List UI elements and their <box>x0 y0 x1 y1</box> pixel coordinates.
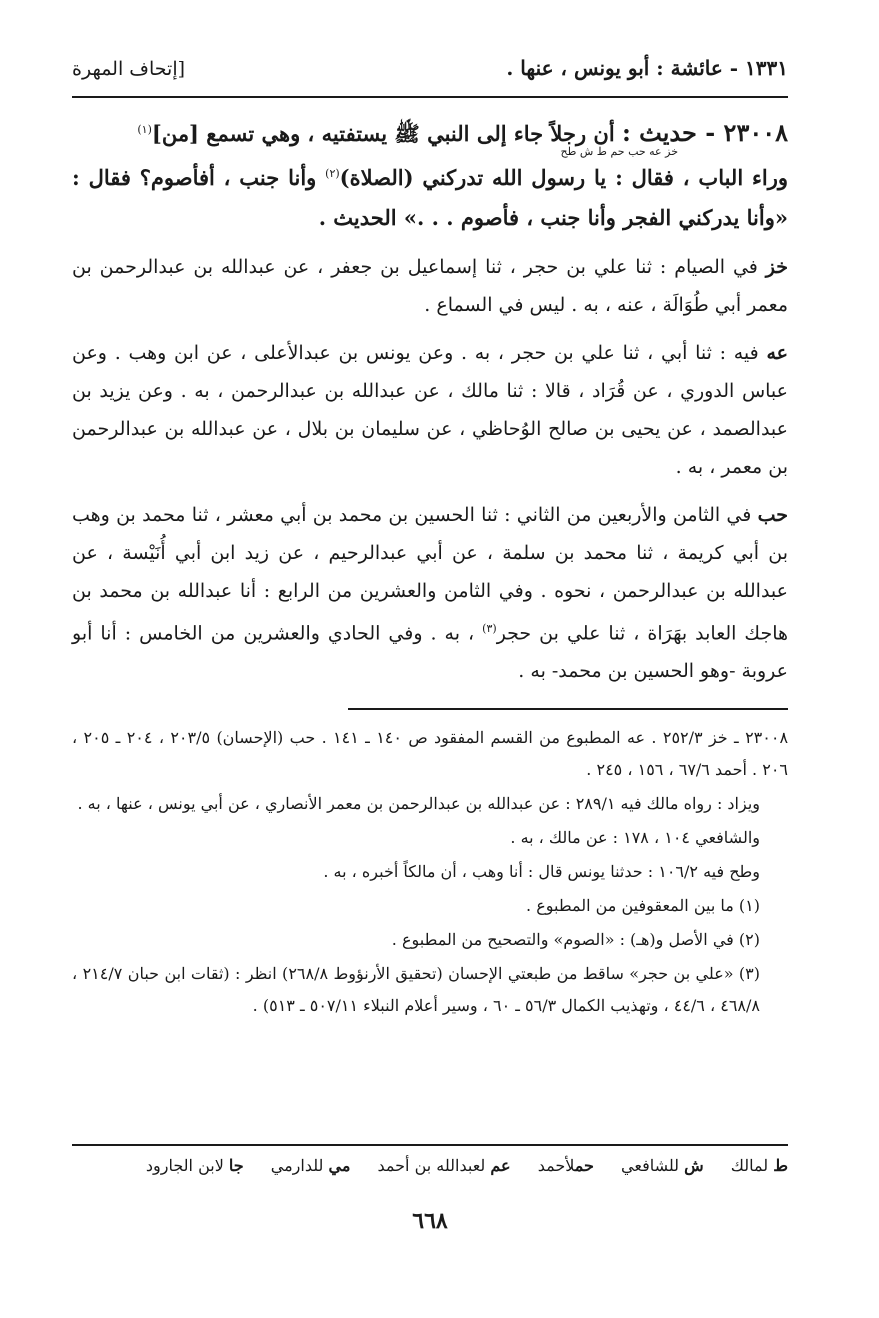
isnad-paragraph <box>72 248 788 324</box>
isnad-text: في الثامن والأربعين من الثاني : ثنا الحسين بن محمد بن أبي معشر ، ثنا محمد بن وهب بن أبي كريمة ، ثنا محمد بن سلمة ، عن أبي عبدالرحيم ، عن زيد ابن أبي أُنَيْسة ، عن عبدالله بن عبدالرحمن ، نحوه . وفي الثامن والعشرين من الرابع : أنا عبدالله بن محمد بن هاجك العابد بهَرَاة ، ثنا علي بن حجر <box>72 504 788 645</box>
takhrij-note: ٢٣٠٠٨ ـ خز ٢٥٢/٣ . عه المطبوع من القسم المفقود ص ١٤٠ ـ ١٤١ . حب (الإحسان) ٢٠٣/٥ ، ٢٠٤ ـ ٢٠٥ ، ٢٠٦ . أحمد ٦٧/٦ ، ١٥٦ ، ٢٤٥ . <box>72 728 789 780</box>
sigla-key-item: ش للشافعي <box>621 1156 704 1175</box>
book-page <box>72 40 788 1280</box>
source-sigla: خز عه حب حم ط ش طح <box>560 145 678 158</box>
main-text <box>72 110 788 1024</box>
source-siglum: حب <box>757 504 788 526</box>
footnote: (٢) في الأصل و(هـ) : «الصوم» والتصحيح من المطبوع . <box>391 930 760 950</box>
footnote-ref-3: (٣) <box>482 622 497 635</box>
sigla-key-item: ط لمالك <box>730 1156 788 1175</box>
running-head-book: [إتحاف المهرة <box>72 58 186 80</box>
page-number: ٦٦٨ <box>412 1208 448 1234</box>
hadith-line-2b: وأنا جنب ، أفأصوم؟ فقال : <box>72 165 326 190</box>
isnad-text: فيه : ثنا أبي ، ثنا علي بن حجر ، به . وعن يونس بن عبدالأعلى ، عن ابن وهب . وعن عباس الدوري ، عن قُرَاد ، قالا : ثنا مالك ، عن عبدالله بن عبدالرحمن ، به . وعن يزيد بن عبدالصمد ، عن يحيى بن صالح الوُحاظي ، عن سليمان بن بلال ، عن عبدالله بن عبدالرحمن بن معمر ، به . <box>72 342 788 478</box>
sigla-key-item: عم لعبدالله بن أحمد <box>377 1156 511 1175</box>
isnad-paragraph <box>72 496 788 690</box>
footnote: (١) ما بين المعقوفين من المطبوع . <box>526 896 760 916</box>
isnad-text: في الصيام : ثنا علي بن حجر ، ثنا إسماعيل بن جعفر ، عن عبدالله بن عبدالرحمن بن معمر أبي طُوَالَة ، عنه ، به . ليس في السماع . <box>72 256 788 316</box>
hadith-matn <box>72 110 788 238</box>
hadith-line-2a: وراء الباب ، فقال : يا رسول الله تدركني (الصلاة) <box>339 165 788 190</box>
hadith-number: ٢٣٠٠٨ - حديث : <box>621 118 788 147</box>
isnad-text-continued: ، به . وفي الحادي والعشرين من الخامس : أنا أبو عروبة -وهو الحسين بن محمد- به . <box>72 622 788 683</box>
sigla-key-item: مي للدارمي <box>270 1156 351 1175</box>
footnotes <box>72 722 788 1022</box>
hadith-line-3: «وأنا يدركني الفجر وأنا جنب ، فأصوم . . .» الحديث . <box>318 205 788 230</box>
source-siglum: خز <box>765 256 788 278</box>
sigla-key <box>72 1144 788 1175</box>
source-siglum: عه <box>766 342 788 364</box>
footnote-ref-2: (٢) <box>325 167 340 180</box>
addition-note: والشافعي ١٠٤ ، ١٧٨ : عن مالك ، به . <box>510 828 760 848</box>
addition-note: وطح فيه ١٠٦/٢ : حدثنا يونس قال : أنا وهب ، أن مالكاً أخبره ، به . <box>323 862 760 882</box>
sigla-key-item: حملأحمد <box>537 1156 594 1175</box>
running-head-chapter: ١٣٣١ - عائشة : أبو يونس ، عنها . <box>506 56 788 80</box>
footnote-divider <box>348 708 788 710</box>
footnote-ref-1: (١) <box>137 123 152 136</box>
addition-note: ويزاد : رواه مالك فيه ٢٨٩/١ : عن عبدالله بن عبدالرحمن بن معمر الأنصاري ، عن أبي يونس ، عنها ، به . <box>77 794 760 814</box>
hadith-line-1: أن رجلاً جاء إلى النبي ﷺ يستفتيه ، وهي تسمع [من] <box>151 121 622 146</box>
sigla-key-item: جا لابن الجارود <box>145 1156 244 1175</box>
isnad-paragraph <box>72 334 788 486</box>
footnote: (٣) «علي بن حجر» ساقط من طبعتي الإحسان (تحقيق الأرنؤوط ٢٦٨/٨) انظر : (ثقات ابن حبان ٢١٤/٧ ، ٤٦٨/٨ ، ٤٤/٦ ، وتهذيب الكمال ٥٦/٣ ـ ٦٠ ، وسير أعلام النبلاء ٥٠٧/١١ ـ ٥١٣) . <box>72 964 761 1016</box>
page-header <box>72 40 788 98</box>
